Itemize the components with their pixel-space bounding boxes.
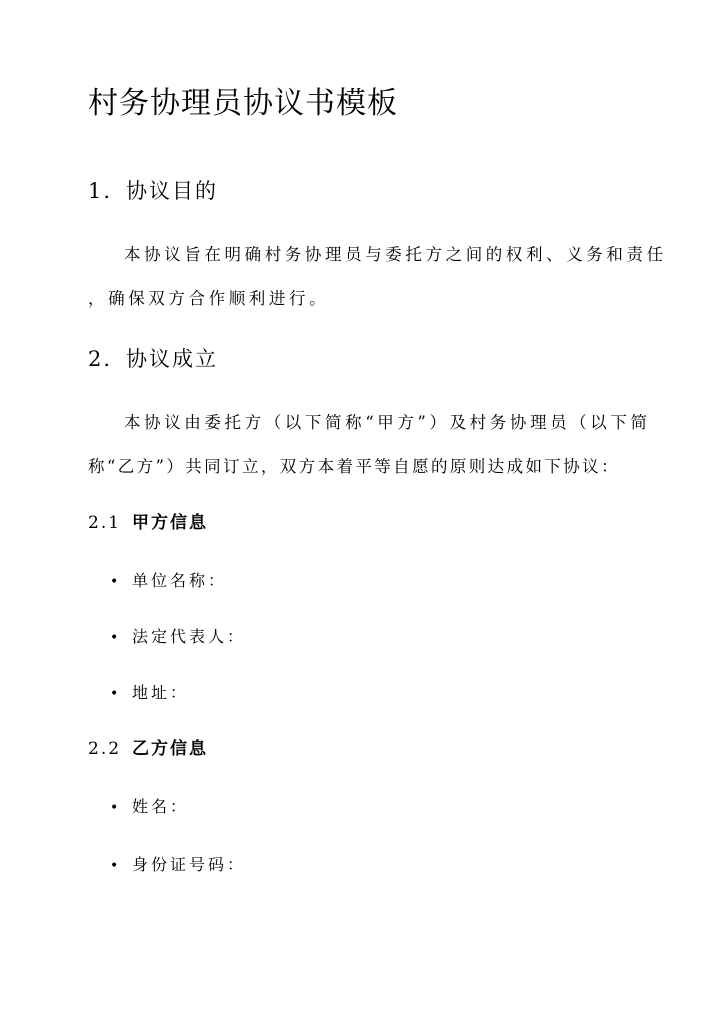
list-item: [110, 680, 189, 707]
list-item-label: 姓名：: [132, 797, 190, 816]
section-heading-establishment: [88, 344, 218, 374]
bullet-icon: •: [110, 574, 122, 590]
subsection-number: 2.1: [88, 513, 122, 533]
paragraph-line: ，确保双方合作顺利进行。: [88, 289, 330, 308]
list-item-label: 法定代表人：: [132, 627, 247, 646]
bullet-icon: •: [110, 686, 122, 702]
section-number: 2.: [88, 347, 113, 371]
subsection-heading-party-a: [88, 510, 208, 536]
paragraph-line: 称“乙方”）共同订立，双方本着平等自愿的原则达成如下协议：: [88, 457, 620, 476]
subsection-number: 2.2: [88, 739, 122, 759]
list-item: [110, 568, 227, 595]
list-item-label: 单位名称：: [132, 571, 228, 590]
bullet-icon: •: [110, 630, 122, 646]
list-item-label: 身份证号码：: [132, 855, 247, 874]
section-number: 1.: [88, 179, 113, 203]
section-title: 协议成立: [126, 347, 218, 371]
list-item: [110, 624, 246, 651]
bullet-icon: •: [110, 800, 122, 816]
subsection-heading-party-b: [88, 736, 208, 762]
paragraph-line: 本协议旨在明确村务协理员与委托方之间的权利、义务和责任: [124, 245, 667, 264]
subsection-title: 甲方信息: [132, 513, 208, 533]
list-item: [110, 852, 246, 879]
subsection-title: 乙方信息: [132, 739, 208, 759]
section-heading-purpose: [88, 176, 218, 206]
section-title: 协议目的: [126, 179, 218, 203]
list-item: [110, 794, 189, 821]
paragraph-line: 本协议由委托方（以下简称“甲方”）及村务协理员（以下简: [124, 413, 651, 432]
list-item-label: 地址：: [132, 683, 190, 702]
bullet-icon: •: [110, 858, 122, 874]
document-title: 村务协理员协议书模板: [88, 86, 398, 121]
